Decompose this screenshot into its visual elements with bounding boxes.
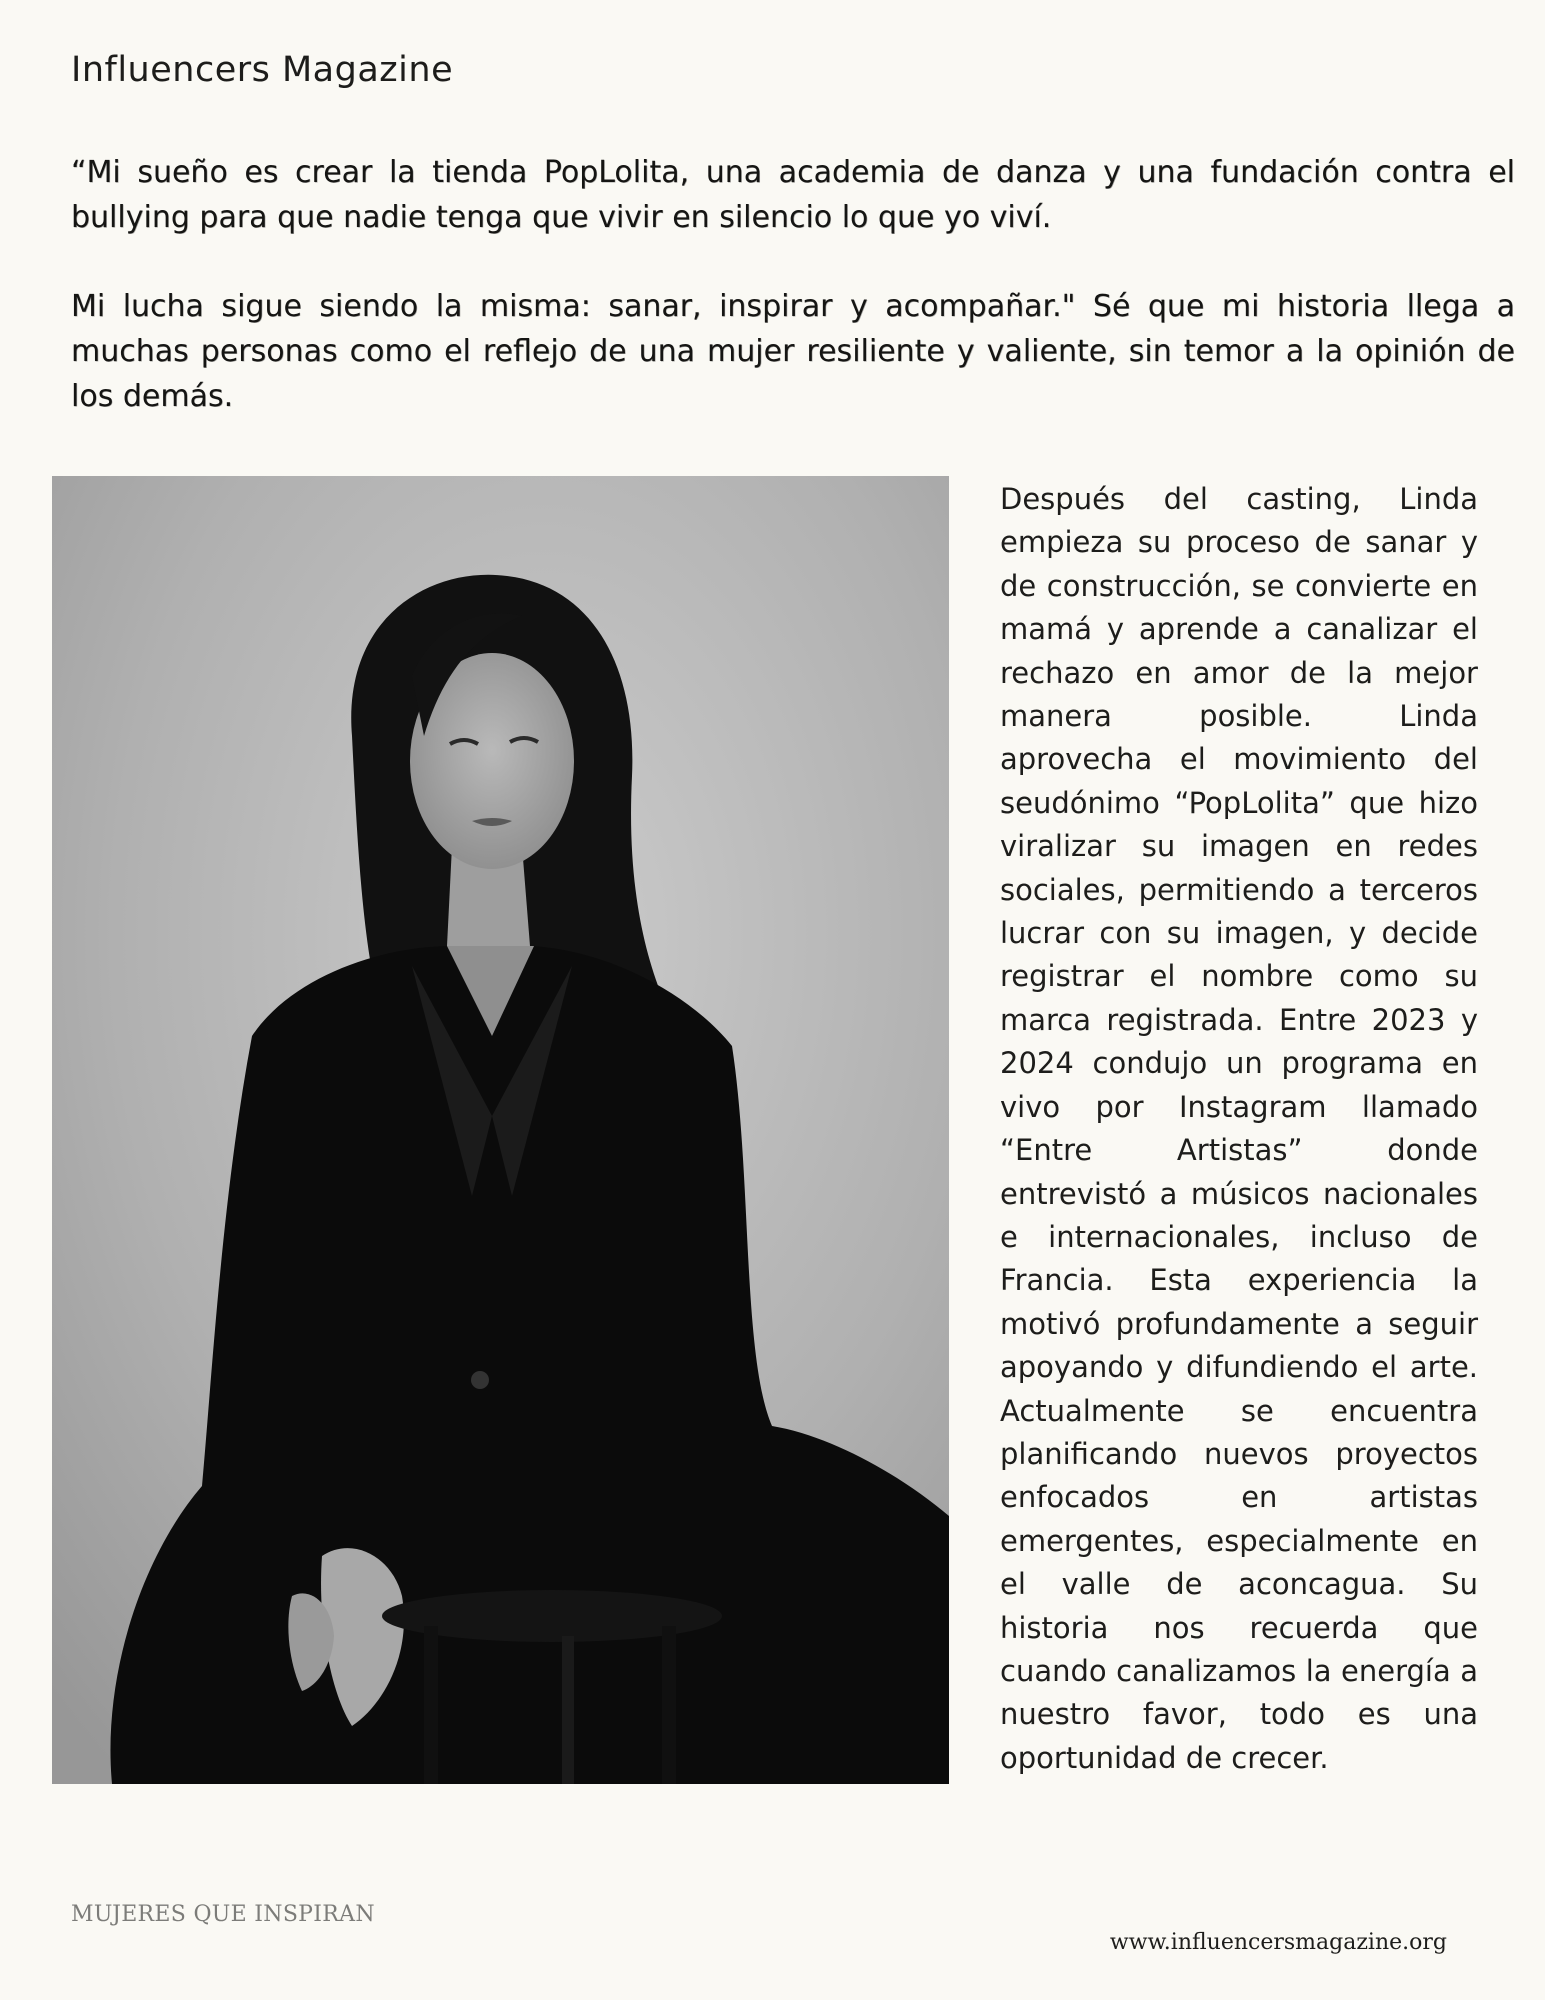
quote-paragraph-1: “Mi sueño es crear la tienda PopLolita, una academia de danza y una fundación contra el bullying para que nadie tenga que vivir en silencio lo que yo viví. bbox=[71, 155, 1515, 235]
quote-paragraph-2: Mi lucha sigue siendo la misma: sanar, inspirar y acompañar." Sé que mi historia llega a muchas personas como el reflejo de una mujer resiliente y valiente, sin temor a la opinión de los demás. bbox=[71, 289, 1515, 414]
portrait-photo bbox=[52, 476, 949, 1784]
magazine-title: Influencers Magazine bbox=[71, 50, 454, 90]
website-link[interactable]: www.influencersmagazine.org bbox=[1109, 1930, 1447, 1955]
section-label: MUJERES QUE INSPIRAN bbox=[71, 1902, 375, 1927]
story-text: Después del casting, Linda empieza su proceso de sanar y de construcción, se convierte en mamá y aprende a canalizar el rechazo en amor de la mejor manera posible. Linda aprovecha el movimiento del seudónimo “PopLolita” que hizo viralizar su imagen en redes sociales, permitiendo a terceros lucrar con su imagen, y decide registrar el nombre como su marca registrada. Entre 2023 y 2024 condujo un programa en vivo por Instagram llamado “Entre Artistas” donde entrevistó a músicos nacionales e internacionales, incluso de Francia. Esta experiencia la motivó profundamente a seguir apoyando y difundiendo el arte. Actualmente se encuentra planificando nuevos proyectos enfocados en artistas emergentes, especialmente en el valle de aconcagua. Su historia nos recuerda que cuando canalizamos la energía a nuestro favor, todo es una oportunidad de crecer. bbox=[1000, 482, 1478, 1775]
pull-quote bbox=[71, 150, 1515, 419]
